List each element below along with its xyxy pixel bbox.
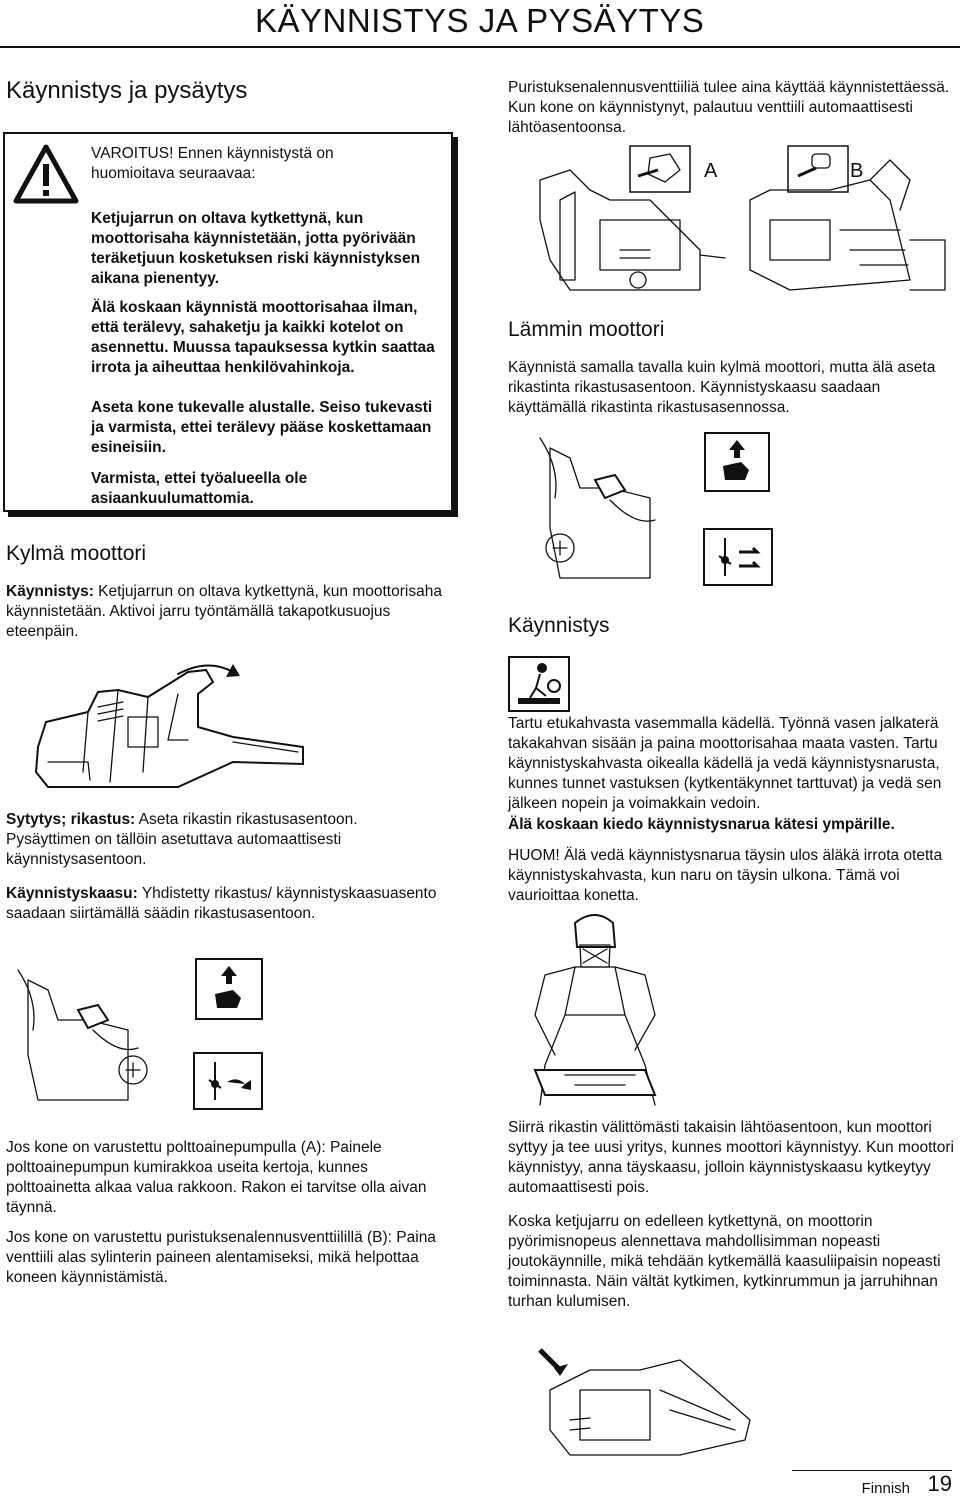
header-rule <box>0 46 960 48</box>
warm-engine-text: Käynnistä samalla tavalla kuin kylmä moottori, mutta älä aseta rikastinta rikastusasentoon. Käynnistyskaasu saadaan käyttämällä rikastinta rikastusasennossa. <box>508 359 936 416</box>
decompression-intro-text: Puristuksenalennusventtiiliä tulee aina käyttää käynnistettäessä. Kun kone on käynnistynyt, palautuu venttiili automaattisesti lähtöasentoonsa. <box>508 79 950 136</box>
starting-position-icon <box>510 658 568 710</box>
warning-triangle-icon <box>13 144 79 204</box>
warm-engine-title: Lämmin moottori <box>508 318 665 341</box>
warning-paragraph-4: Varmista, ettei työalueella ole asiaankuulumattomia. <box>91 470 308 507</box>
starting-warning-text: Älä koskaan kiedo käynnistysnarua kätesi ympärille. <box>508 816 895 833</box>
warm-stop-switch-icon-box <box>703 528 773 586</box>
starting-position-icon-box <box>508 656 570 712</box>
chain-brake-illustration <box>28 652 308 797</box>
cold-engine-choke-text: Sytytys; rikastus: Aseta rikastin rikastusasentoon. Pysäyttimen on tällöin asetuttava automaattisesti käynnistysasentoon. <box>6 811 358 868</box>
decompression-valve-text: Jos kone on varustettu puristuksenalennusventtiilillä (B): Paina venttiili alas sylinterin paineen alentamiseksi, mikä helpottaa koneen käynnistämistä. <box>6 1229 436 1286</box>
warning-paragraph-3: Aseta kone tukevalle alustalle. Seiso tukevasti ja varmista, ettei terälevy pääse koskettamaan esineisiin. <box>91 399 433 456</box>
choke-up-arrow-icon-box <box>195 958 263 1020</box>
starting-title: Käynnistys <box>508 614 610 637</box>
label-b: B <box>850 160 864 182</box>
warning-paragraph-1: Ketjujarrun on oltava kytkettynä, kun moottorisaha käynnistetään, jotta pyörivään teräketjuun kosketuksen riski käynnistyksen aikana pienentyy. <box>91 210 421 287</box>
warm-choke-lever-icon <box>706 434 768 490</box>
person-starting-chainsaw-illustration <box>505 905 685 1115</box>
section-title: Käynnistys ja pysäytys <box>6 77 248 104</box>
starting-note-text: HUOM! Älä vedä käynnistysnarua täysin ulos äläkä irrota otetta käynnistyskahvasta, kun naru on täysin ulkona. Tämä voi vaurioittaa konetta. <box>508 847 943 904</box>
after-start-paragraph-1: Siirrä rikastin välittömästi takaisin lähtöasentoon, kun moottori syttyy ja tee uusi yritys, kunnes moottori käynnistyy. Kun moottori käynnistyy, anna täyskaasu, jolloin käynnistyskaasu kytkeytyy automaattisesti pois. <box>508 1119 954 1196</box>
label-a: A <box>704 160 718 182</box>
page-header-title: KÄYNNISTYS JA PYSÄYTYS <box>255 2 705 39</box>
warning-heading: VAROITUS! Ennen käynnistystä on huomioitava seuraavaa: <box>91 145 334 182</box>
warning-box <box>3 132 453 512</box>
page-number: 19 <box>927 1471 952 1496</box>
warm-choke-icon-box <box>704 432 770 492</box>
stop-switch-icon-box <box>193 1052 263 1110</box>
fuel-pump-text: Jos kone on varustettu polttoainepumpulla (A): Painele polttoainepumpun kumirakkoa useita kertoja, kunnes polttoainetta alkaa valua rakkoon. Rakon ei tarvitse olla aivan täynnä. <box>6 1139 427 1216</box>
stop-switch-icon <box>195 1054 261 1108</box>
warning-paragraph-2: Älä koskaan käynnistä moottorisahaa ilman, että terälevy, sahaketju ja kaikki kotelot on asennettu. Muussa tapauksessa kytkin saattaa irrota ja aiheuttaa henkilövahinkoja. <box>91 299 435 376</box>
cold-engine-throttle-text: Käynnistyskaasu: Yhdistetty rikastus/ käynnistyskaasuasento saadaan siirtämällä säädin rikastusasentoon. <box>6 885 437 922</box>
choke-lever-icon <box>197 960 261 1018</box>
throttle-release-illustration <box>530 1330 760 1462</box>
cold-engine-title: Kylmä moottori <box>6 542 147 565</box>
cold-engine-start-text: Käynnistys: Ketjujarrun on oltava kytkettynä, kun moottorisaha käynnistetään. Aktivoi jarru työntämällä takapotkusuojus eteenpäin. <box>6 583 442 640</box>
warm-stop-switch-icon <box>705 530 771 584</box>
fuel-pump-decompression-illustration <box>530 140 950 320</box>
footer-language: Finnish <box>861 1480 910 1497</box>
after-start-paragraph-2: Koska ketjujarru on edelleen kytkettynä, on moottorin pyörimisnopeus alennettava mahdollisimman nopeasti joutokäynnille, mikä tehdään kytkemällä kaasuliipaisin nopeasti toiminnasta. Näin vältät kytkimen, kytkinrummun ja jarruhihnan turhan kulumisen. <box>508 1213 941 1310</box>
starting-text: Tartu etukahvasta vasemmalla kädellä. Työnnä vasen jalkaterä takakahvan sisään ja paina moottorisahaa maata vasten. Tartu käynnistyskahvasta oikealla kädellä ja vedä käynnistysnarusta, kunnes tunnet vastuksen (kytkentäkynnet tarttuvat) ja vedä sen jälkeen nopein ja voimakkain vedoin. <box>508 715 942 812</box>
